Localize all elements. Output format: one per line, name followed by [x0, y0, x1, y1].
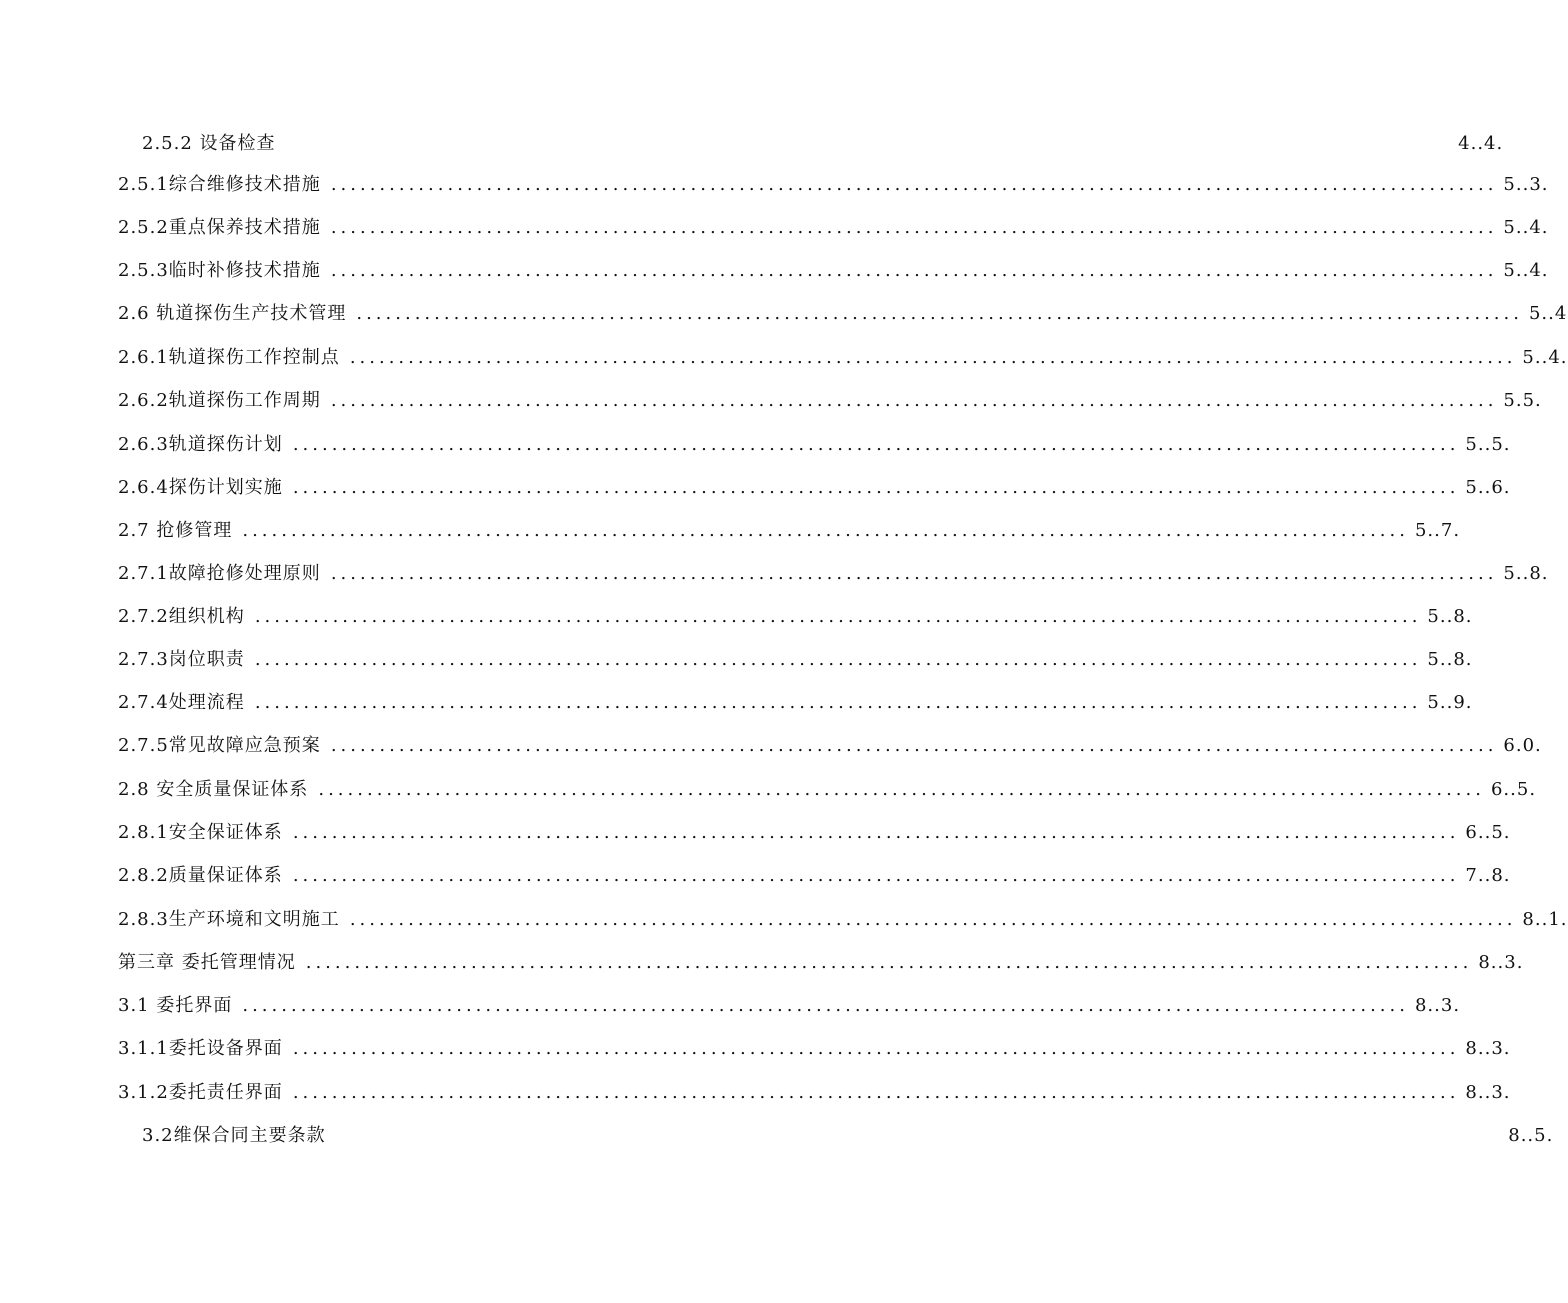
toc-entry-page: 7..8. — [1465, 865, 1511, 886]
toc-entry — [118, 474, 1511, 502]
toc-entry-title: 3.1 委托界面 — [118, 995, 233, 1016]
toc-entry-page: 5..9. — [1427, 692, 1473, 713]
toc-dot-leader: ........................................................................................................................ — [242, 995, 1409, 1016]
toc-entry-title: 2.6.2轨道探伤工作周期 — [118, 390, 321, 411]
toc-entry-page: 5..8. — [1427, 649, 1473, 670]
toc-dot-leader: ........................................................................................................................ — [330, 217, 1498, 238]
toc-dot-leader: ........................................................................................................................ — [254, 692, 1422, 713]
toc-entry-title: 第三章 委托管理情况 — [118, 952, 296, 973]
toc-entry — [118, 171, 1549, 199]
toc-entry-title: 2.8.2质量保证体系 — [118, 865, 283, 886]
toc-entry-title: 3.1.2委托责任界面 — [118, 1082, 283, 1103]
toc-entry-page: 5..4. — [1503, 217, 1549, 238]
toc-entry-page: 5..4. — [1503, 260, 1549, 281]
toc-entry — [118, 257, 1549, 285]
toc-entry — [118, 517, 1461, 545]
toc-entry-page: 5..4. — [1522, 347, 1568, 368]
toc-entry-title: 2.8.3生产环境和文明施工 — [118, 909, 340, 930]
toc-dot-leader: ........................................................................................................................ — [242, 520, 1409, 541]
toc-entry-page: 4..4. — [1458, 133, 1504, 154]
toc-dot-leader: ........................................................................................................................ — [356, 303, 1523, 324]
toc-entry-title: 2.6 轨道探伤生产技术管理 — [118, 303, 347, 324]
toc-entry-title: 2.5.2 设备检查 — [142, 133, 276, 154]
toc-entry — [118, 862, 1511, 890]
toc-dot-leader: ........................................................................................................................ — [349, 347, 1517, 368]
toc-entry-title: 2.6.3轨道探伤计划 — [118, 434, 283, 455]
toc-entry — [118, 776, 1537, 804]
toc-entry — [118, 689, 1473, 717]
toc-dot-leader: ........................................................................................................................ — [292, 434, 1460, 455]
toc-entry-title: 3.1.1委托设备界面 — [118, 1038, 283, 1059]
toc-entry-page: 5.5. — [1503, 390, 1542, 411]
toc-entry — [118, 949, 1524, 977]
toc-entry — [118, 1079, 1511, 1107]
toc-dot-leader: ........................................................................................................................ — [292, 865, 1460, 886]
toc-entry-page: 8..3. — [1414, 995, 1461, 1016]
toc-dot-leader: ........................................................................................................................ — [292, 1038, 1460, 1059]
toc-entry — [118, 387, 1542, 415]
toc-entry — [118, 560, 1549, 588]
toc-entry-title: 2.7.5常见故障应急预案 — [118, 735, 321, 756]
toc-entry — [118, 906, 1568, 934]
toc-entry — [118, 603, 1473, 631]
toc-entry-page: 8..1. — [1522, 909, 1568, 930]
toc-dot-leader: ........................................................................................................................ — [254, 606, 1422, 627]
toc-entry — [118, 646, 1473, 674]
toc-entry-title: 2.7.2组织机构 — [118, 606, 245, 627]
toc-entry — [118, 732, 1542, 760]
toc-entry — [118, 431, 1511, 459]
toc-entry-title: 3.2维保合同主要条款 — [142, 1125, 326, 1146]
toc-entry-title: 2.6.4探伤计划实施 — [118, 477, 283, 498]
toc-entry — [118, 1035, 1511, 1063]
toc-entry-page: 5..7. — [1414, 520, 1461, 541]
toc-entry-title: 2.7.4处理流程 — [118, 692, 245, 713]
toc-entry-title: 2.8.1安全保证体系 — [118, 822, 283, 843]
toc-entry-title: 2.6.1轨道探伤工作控制点 — [118, 347, 340, 368]
toc-dot-leader: ........................................................................................................................ — [292, 1082, 1460, 1103]
toc-entry — [142, 1122, 1554, 1150]
toc-dot-leader: ........................................................................................................................ — [254, 649, 1422, 670]
toc-dot-leader: ........................................................................................................................ — [330, 735, 1498, 756]
toc-entry-title: 2.7.3岗位职责 — [118, 649, 245, 670]
toc-entry-page: 5..3. — [1503, 174, 1549, 195]
toc-entry — [118, 819, 1511, 847]
toc-dot-leader: ........................................................................................................................ — [349, 909, 1517, 930]
toc-entry-page: 5..4 — [1528, 303, 1568, 324]
toc-entry-page: 8..5. — [1508, 1125, 1554, 1146]
toc-dot-leader: ........................................................................................................................ — [292, 822, 1460, 843]
toc-entry-page: 6..5. — [1490, 779, 1537, 800]
toc-dot-leader: ........................................................................................................................ — [330, 390, 1498, 411]
toc-entry — [118, 992, 1461, 1020]
toc-dot-leader: ........................................................................................................................ — [318, 779, 1485, 800]
toc-entry-title: 2.7.1故障抢修处理原则 — [118, 563, 321, 584]
toc-dot-leader: ........................................................................................................................ — [330, 174, 1498, 195]
toc-entry-title: 2.5.1综合维修技术措施 — [118, 174, 321, 195]
toc-entry-title: 2.7 抢修管理 — [118, 520, 233, 541]
toc-entry — [118, 214, 1549, 242]
toc-dot-leader: ........................................................................................................................ — [292, 477, 1460, 498]
toc-entry-page: 8..3. — [1465, 1082, 1511, 1103]
toc-entry-page: 8..3. — [1478, 952, 1524, 973]
toc-entry-page: 5..8. — [1427, 606, 1473, 627]
toc-entry — [118, 300, 1568, 328]
toc-entry-title: 2.5.3临时补修技术措施 — [118, 260, 321, 281]
toc-dot-leader: ........................................................................................................................ — [305, 952, 1473, 973]
toc-entry-page: 5..6. — [1465, 477, 1511, 498]
toc-entry — [142, 130, 1504, 158]
toc-entry-page: 5..5. — [1465, 434, 1511, 455]
toc-entry-page: 6..5. — [1465, 822, 1511, 843]
toc-entry-page: 8..3. — [1465, 1038, 1511, 1059]
toc-entry-page: 6.0. — [1503, 735, 1542, 756]
toc-dot-leader: ........................................................................................................................ — [330, 563, 1498, 584]
toc-entry-title: 2.5.2重点保养技术措施 — [118, 217, 321, 238]
toc-dot-leader: ........................................................................................................................ — [330, 260, 1498, 281]
toc-entry-page: 5..8. — [1503, 563, 1549, 584]
toc-entry — [118, 344, 1568, 372]
toc-entry-title: 2.8 安全质量保证体系 — [118, 779, 309, 800]
